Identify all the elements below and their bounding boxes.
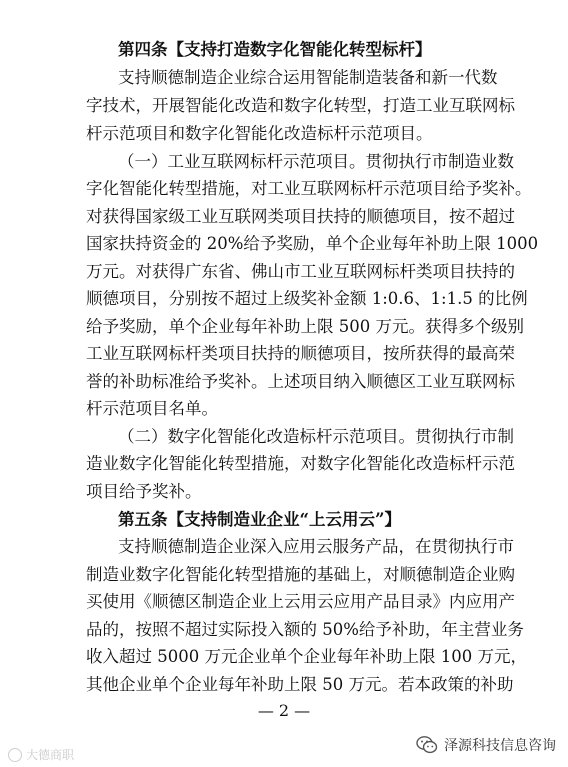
- paragraph-line: 万元。对获得广东省、佛山市工业互联网标杆类项目扶持的: [86, 262, 515, 281]
- paragraph-line: 工业互联网标杆类项目扶持的顺德项目，按所获得的最高荣: [86, 344, 515, 363]
- paragraph-line: 其他企业单个企业每年补助上限 50 万元。若本政策的补助: [86, 675, 514, 694]
- paragraph-line: 品的，按照不超过实际投入额的 50%给予补助，年主营业务: [86, 620, 524, 639]
- right-watermark-text: 泽源科技信息咨询: [444, 738, 556, 754]
- paragraph-line: 杆示范项目名单。: [86, 399, 218, 418]
- paragraph-line: 造业数字化智能化转型措施，对数字化智能化改造标杆示范: [86, 454, 515, 473]
- paragraph-line: 支持顺德制造企业综合运用智能制造装备和新一代数: [118, 68, 498, 87]
- paragraph-line: 杆示范项目和数字化智能化改造标杆示范项目。: [86, 124, 433, 143]
- left-watermark-text: 大德商职: [26, 748, 75, 762]
- left-watermark: [8, 746, 74, 763]
- paragraph-line: 顺德项目，分别按不超过上级奖补金额 1:0.6、1:1.5 的比例: [86, 289, 528, 308]
- wechat-icon: [416, 735, 438, 755]
- paragraph-line: 项目给予奖补。: [86, 482, 202, 501]
- article-5-heading: 第五条【支持制造业企业“上云用云”】: [118, 510, 401, 529]
- right-watermark: [416, 735, 556, 755]
- article-4-heading: 第四条【支持打造数字化智能化转型标杆】: [118, 40, 432, 59]
- paragraph-line: 字化智能化转型措施，对工业互联网标杆示范项目给予奖补。: [86, 179, 532, 198]
- paragraph-line: 对获得国家级工业互联网类项目扶持的顺德项目，按不超过: [86, 207, 515, 226]
- paragraph-line: 国家扶持资金的 20%给予奖励，单个企业每年补助上限 1000: [86, 234, 539, 253]
- paragraph-line: 誉的补助标准给予奖补。上述项目纳入顺德区工业互联网标: [86, 372, 515, 391]
- paragraph-line: （二）数字化智能化改造标杆示范项目。贯彻执行市制: [118, 427, 514, 446]
- paragraph-line: 给予奖励，单个企业每年补助上限 500 万元。获得多个级别: [86, 317, 524, 336]
- paragraph-line: 收入超过 5000 万元企业单个企业每年补助上限 100 万元，: [86, 647, 527, 666]
- paragraph-line: 买使用《顺德区制造企业上云用云应用产品目录》内应用产: [86, 592, 515, 611]
- page-number: — 2 —: [257, 701, 311, 720]
- watermark-logo-icon: [8, 748, 22, 762]
- paragraph-line: 制造业数字化智能化转型措施的基础上，对顺德制造企业购: [86, 565, 515, 584]
- paragraph-line: 字技术，开展智能化改造和数字化转型，打造工业互联网标: [86, 96, 515, 115]
- paragraph-line: 支持顺德制造企业深入应用云服务产品，在贯彻执行市: [118, 537, 514, 556]
- paragraph-line: （一）工业互联网标杆示范项目。贯彻执行市制造业数: [118, 152, 514, 171]
